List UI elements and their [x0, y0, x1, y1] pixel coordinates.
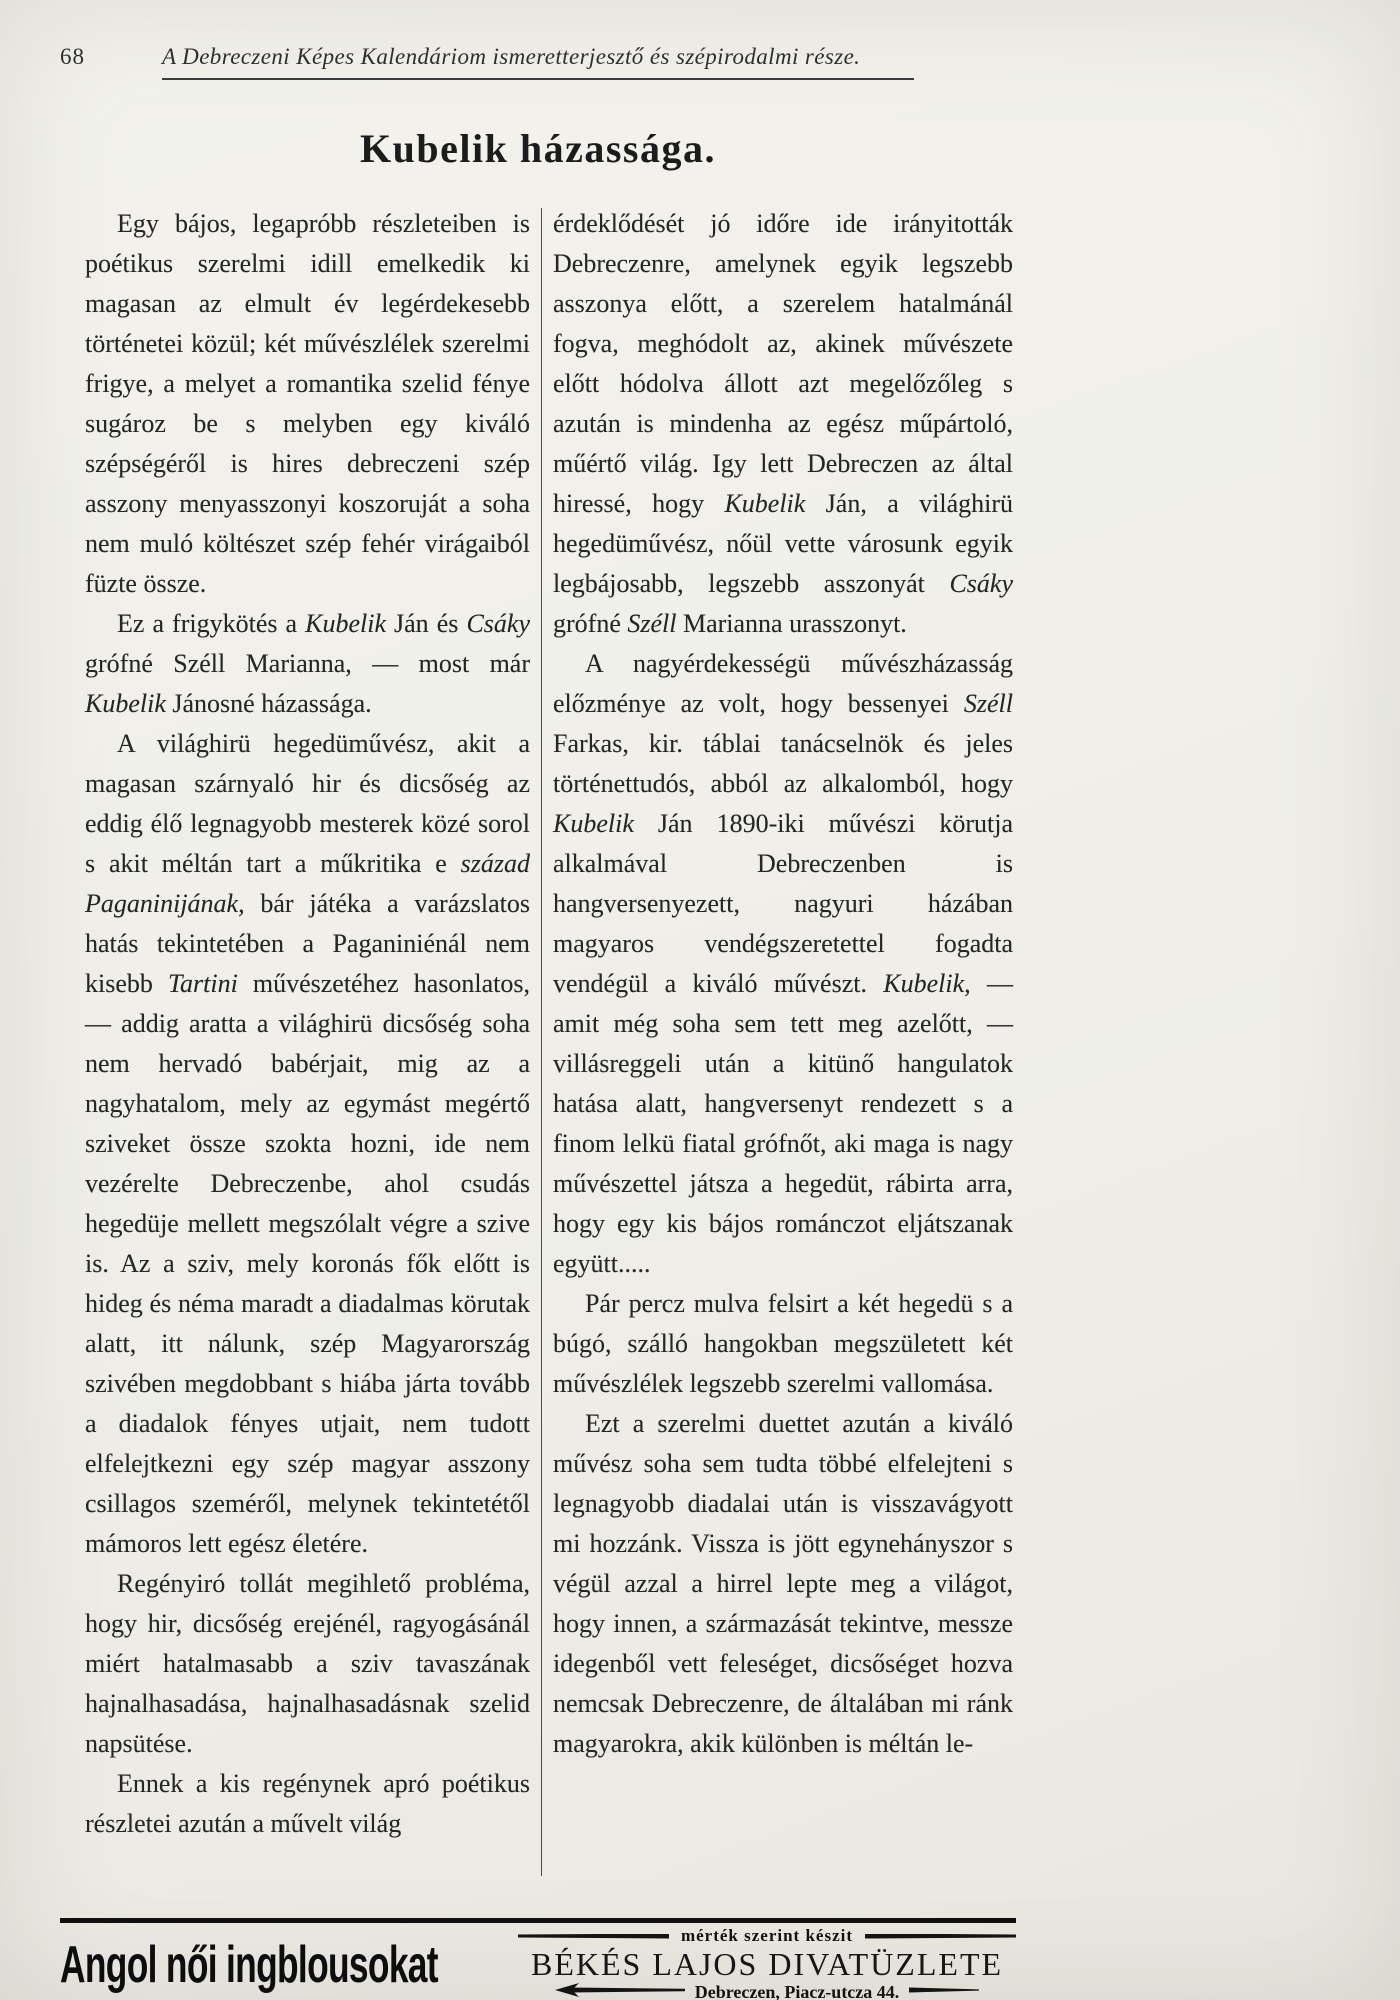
paragraph: A nagyérdekességü művészházasság előzménye az volt, hogy bessenyei Széll Farkas, kir. táblai tanácselnök és jeles történettudós, abból az alkalomból, hogy Kubelik Ján 1890-iki művészi körutja alkalmával Debreczenben is hangversenyezett, nagyuri házában magyaros vendégszeretettel fogadta vendégül a kiváló művészt. Kubelik, — amit még soha sem tett meg azelőtt, — villásreggeli után a kitünő hangulatok hatása alatt, hangversenyt rendezett s a finom lelkü fiatal grófnőt, aki maga is nagy művészettel játsza a hegedüt, rábirta arra, hogy egy kis bájos románczot eljátszanak együtt.....	[553, 649, 1013, 1278]
paragraph: A világhirü hegedüművész, akit a magasan szárnyaló hir és dicsőség az eddig élő legnagyobb mesterek közé sorol s akit méltán tart a műkritika e század Paganinijának, bár játéka a varázslatos hatás tekintetében a Paganiniénál nem kisebb Tartini művészetéhez hasonlatos, — addig aratta a világhirü dicsőség soha nem hervadó babérjait, mig az a nagyhatalom, mely az egymást megértő sziveket össze szokta hozni, ide nem vezérelte Debreczenbe, ahol csudás hegedüje mellett megszólalt végre a szive is. Az a sziv, mely koronás fők előtt is hideg és néma maradt a diadalmas körutak alatt, itt nálunk, szép Magyarország szivében megdobbant s hiába járta tovább a diadalok fényes utjait, nem tudott elfelejtkezni egy szép magyar asszony csillagos szeméről, melynek tekintetétől mámoros lett egész életére.	[85, 729, 530, 1558]
ad-product-text: Angol női ingblousokat	[60, 1935, 438, 1994]
running-header	[60, 42, 1016, 72]
paragraph: Pár percz mulva felsirt a két hegedü s a búgó, szálló hangokban megszületett két művészlélek legszebb szerelmi vallomása.	[553, 1289, 1013, 1398]
page-number: 68	[60, 44, 85, 69]
ad-address: Debreczen, Piacz-utcza 44.	[694, 1982, 900, 2000]
paragraph: Egy bájos, legapróbb részleteiben is poétikus szerelmi idill emelkedik ki magasan az elmult év legérdekesebb történetei közül; két művészlélek szerelmi frigye, a melyet a romantika szelid fénye sugároz be s melyben egy kiváló szépségéről is hires debreczeni szép asszony menyasszonyi koszoruját a soha nem muló költészet szép fehér virágaiból füzte össze.	[85, 209, 530, 598]
advertisement-footer	[60, 1918, 1016, 2000]
ad-tagline-row	[518, 1927, 1016, 1945]
paragraph: Ez a frigykötés a Kubelik Ján és Csáky grófné Széll Marianna, — most már Kubelik Jánosné házassága.	[85, 609, 530, 718]
left-column	[85, 204, 530, 1876]
ribbon-flourish-left-icon	[555, 1983, 685, 2000]
article-body	[60, 204, 1016, 1876]
paragraph: érdeklődését jó időre ide irányitották Debreczenre, amelynek egyik legszebb asszonya előtt, a szerelem hatalmánál fogva, meghódolt az, akinek művészete előtt hódolva állott azt megelőzőleg s azután is mindenha az egész műpártoló, műértő világ. Igy lett Debreczen az által hiressé, hogy Kubelik Ján, a világhirü hegedüművész, nőül vette városunk egyik legbájosabb, legszebb asszonyát Csáky grófné Széll Marianna urasszonyt.	[553, 209, 1013, 638]
paragraph: Ezt a szerelmi duettet azután a kiváló művész soha sem tudta többé elfelejteni s legnagyobb diadalai után is visszavágyott mi hozzánk. Vissza is jött egynehányszor s végül azzal a hirrel lepte meg a világot, hogy innen, a származását tekintve, messze idegenből vett feleséget, dicsőséget hozva nemcsak Debreczenre, de általában mi ránk magyarokra, akik különben is méltán le-	[553, 1409, 1013, 1758]
right-column	[553, 204, 1013, 1876]
ribbon-flourish-right-icon	[909, 1983, 979, 2000]
page-content	[60, 42, 1016, 1876]
ad-tagline: mérték szerint készit	[680, 1926, 854, 1945]
tagline-rule-left	[518, 1934, 669, 1939]
running-header-title: A Debreczeni Képes Kalendáriom ismeretterjesztő és szépirodalmi része.	[162, 44, 861, 69]
article-title: Kubelik házassága.	[360, 126, 716, 171]
tagline-rule-right	[865, 1934, 1016, 1939]
paragraph: Regényiró tollát megihlető probléma, hogy hir, dicsőség erejénél, ragyogásánál miért hatalmasabb a sziv tavaszának hajnalhasadása, hajnalhasadásnak szelid napsütése.	[85, 1569, 530, 1758]
paragraph: Ennek a kis regénynek apró poétikus részletei azután a művelt világ	[85, 1769, 530, 1838]
ad-address-row	[518, 1982, 1016, 2000]
ad-shop-block	[518, 1927, 1016, 2000]
header-rule	[162, 78, 914, 80]
ad-shop-name: BÉKÉS LAJOS DIVATÜZLETE	[530, 1946, 1004, 1982]
column-divider-rule	[541, 208, 542, 1876]
